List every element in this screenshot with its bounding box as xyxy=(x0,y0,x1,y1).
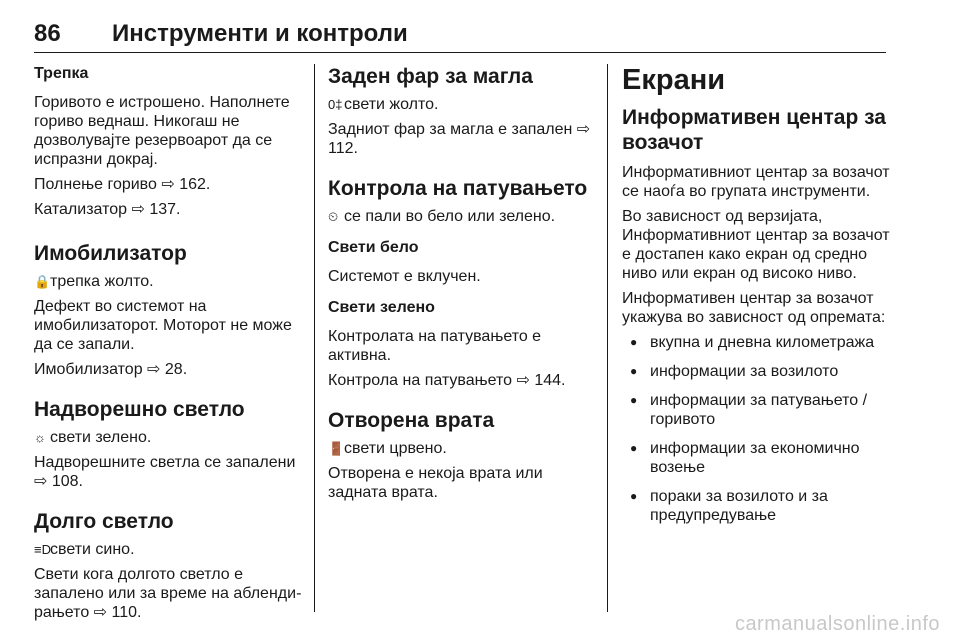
watermark: carmanualsonline.info xyxy=(734,613,940,635)
cruise-control-status: ⏲ се пали во бело или зелено. xyxy=(328,208,556,225)
immobilizer-ref: Имобилизатор ⇨ 28. xyxy=(34,361,188,378)
section-title-rear-fog: Заден фар за магла xyxy=(328,65,533,88)
list-item: ● информации за економично возење xyxy=(622,439,894,477)
high-beam-status: ≡Dсвети сино. xyxy=(34,541,135,558)
high-beam-icon: ≡D xyxy=(34,542,51,557)
cruise-control-ref: Контрола на патувањето ⇨ 144. xyxy=(328,372,566,389)
exterior-light-status: ☼ свети зелено. xyxy=(34,429,152,446)
rear-fog-icon: 0‡ xyxy=(328,97,343,112)
door-open-text: Отворена е некоја врата или задната врата. xyxy=(328,465,543,501)
subsection-title-green: Свети зелено xyxy=(328,299,435,316)
refuelling-ref: Полнење гориво ⇨ 162. xyxy=(34,176,211,193)
section-title-door-open: Отворена врата xyxy=(328,409,495,432)
door-open-status: 🚪свети црвено. xyxy=(328,440,447,457)
cruise-control-icon: ⏲ xyxy=(328,209,339,224)
white-text: Системот е вклучен. xyxy=(328,268,481,285)
column-divider-1 xyxy=(314,64,315,612)
high-beam-text: Свети кога долгото светло е запалено или за време на аблендирањето ⇨ 110. xyxy=(34,566,302,621)
catalyst-ref: Катализатор ⇨ 137. xyxy=(34,201,181,218)
exterior-light-text: Надворешните светла се запалени ⇨ 108. xyxy=(34,454,296,490)
immobilizer-status: 🔒трепка жолто. xyxy=(34,273,154,290)
green-text: Контролата на патувањето е активна. xyxy=(328,328,542,364)
subsection-title-white: Свети бело xyxy=(328,239,419,256)
section-title-fuel-warning: Трепка xyxy=(34,65,89,82)
dic-p3: Информативен центар за возачот укажува во зависност од опремата: xyxy=(622,290,886,326)
column-divider-2 xyxy=(607,64,608,612)
rear-fog-text: Задниот фар за магла е запален ⇨ 112. xyxy=(328,121,591,157)
section-title-immobilizer: Имобилизатор xyxy=(34,242,187,265)
column-2 xyxy=(328,64,600,508)
list-item: ● информации за патувањето / горивото xyxy=(622,391,894,429)
door-open-icon: 🚪 xyxy=(328,441,345,456)
immobilizer-icon: 🔒 xyxy=(34,274,51,289)
rear-fog-status: 0‡свети жолто. xyxy=(328,96,439,113)
subsection-title-driver-info-centre: Информативен центар за возачот xyxy=(622,106,886,154)
column-3 xyxy=(622,64,894,535)
running-head: Инструменти и контроли xyxy=(112,20,408,47)
list-item: ● пораки за возилото и за предупредување xyxy=(622,487,894,525)
column-1 xyxy=(34,64,302,628)
list-item: ● вкупна и дневна километража xyxy=(622,333,894,352)
dic-bullet-list xyxy=(622,333,894,525)
dic-p1: Информативниот центар за возачот се наоѓа во групата инструменти. xyxy=(622,164,890,200)
section-title-exterior-light: Надворешно светло xyxy=(34,398,245,421)
fuel-warning-text: Горивото е истрошено. Наполнете гориво веднаш. Никогаш не дозволувајте резервоарот да се испразни докрај. xyxy=(34,94,290,168)
immobilizer-text: Дефект во системот на имобилизаторот. Моторот не може да се запали. xyxy=(34,298,292,353)
list-item: ● информации за возилото xyxy=(622,362,894,381)
page-number: 86 xyxy=(34,20,61,47)
section-title-displays: Екрани xyxy=(622,64,726,96)
exterior-light-icon: ☼ xyxy=(34,430,46,445)
section-title-cruise-control: Контрола на патувањето xyxy=(328,177,588,200)
header-rule xyxy=(34,52,886,53)
section-title-high-beam: Долго светло xyxy=(34,510,174,533)
dic-p2: Во зависност од верзијата, Информативниот центар за возачот е достапен како екран од средно ниво или екран од високо ниво. xyxy=(622,208,890,282)
